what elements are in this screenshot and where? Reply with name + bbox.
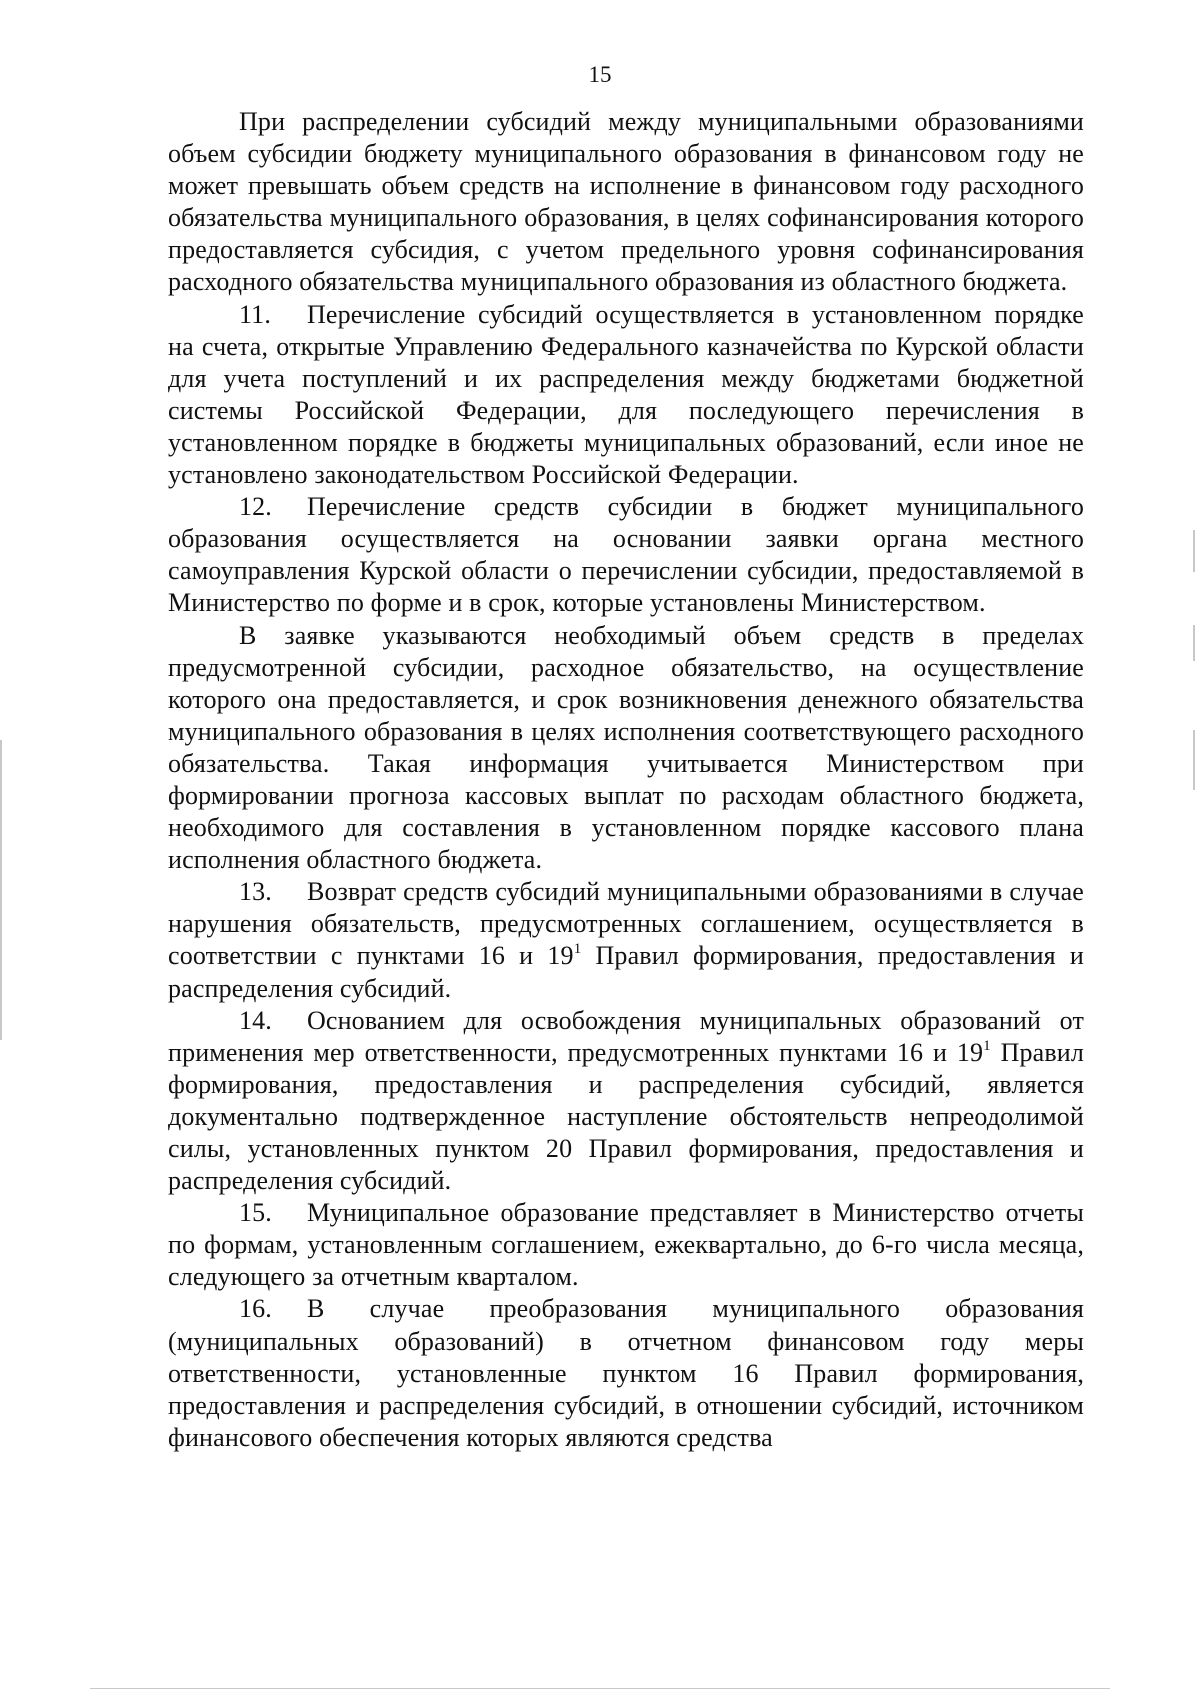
paragraph-number: 15. bbox=[239, 1198, 272, 1228]
paragraph-intro bbox=[168, 106, 1084, 299]
paragraph-text: В заявке указываются необходимый объем средств в пределах предусмотренной субсидии, расходное обязательство, на осуществление которого она предоставляется, и срок возникновения денежного обязательства муниципального образования в целях исполнения соответствующего расходного обязательства. Такая информация учитывается Министерством при формировании прогноза кассовых выплат по расходам областного бюджета, необходимого для составления в установленном порядке кассового плана исполнения областного бюджета. bbox=[168, 620, 1084, 875]
paragraph-number: 12. bbox=[239, 492, 272, 522]
scan-edge-mark-left bbox=[0, 740, 2, 1040]
paragraph-number: 13. bbox=[239, 877, 272, 907]
paragraph-12 bbox=[168, 491, 1084, 619]
scan-edge-mark-right-2 bbox=[1193, 625, 1195, 661]
superscript: 1 bbox=[573, 941, 582, 958]
paragraph-text: Основанием для освобождения муниципальных образований от применения мер ответственности, предусмотренных пунктами 16 и 19 bbox=[168, 1005, 1084, 1067]
paragraph-number: 14. bbox=[239, 1005, 272, 1035]
paragraph-14 bbox=[168, 1005, 1084, 1198]
paragraph-text: Возврат средств субсидий муниципальными образованиями в случае нарушения обязательств, предусмотренных соглашением, осуществляется в соответствии с пунктами 16 и 19 bbox=[168, 877, 1084, 971]
paragraph-text-tail: Правил формирования, предоставления и распределения субсидий, является документально подтвержденное наступление обстоятельств непреодолимой силы, установленных пунктом 20 Правил формирования, предоставления и распределения субсидий. bbox=[168, 1037, 1084, 1196]
superscript: 1 bbox=[983, 1037, 991, 1054]
paragraph-text-tail: Правил формирования, предоставления и распределения субсидий. bbox=[168, 941, 1084, 1003]
paragraph-text: Муниципальное образование представляет в Министерство отчеты по формам, установленным соглашением, ежеквартально, до 6-го числа месяца, следующего за отчетным кварталом. bbox=[168, 1198, 1084, 1292]
paragraph-16 bbox=[168, 1293, 1084, 1453]
paragraph-text: При распределении субсидий между муниципальными образованиями объем субсидии бюджету муниципального образования в финансовом году не может превышать объем средств на исполнение в финансовом году расходного обязательства муниципального образования, в целях софинансирования которого предоставляется субсидия, с учетом предельного уровня софинансирования расходного обязательства муниципального образования из областного бюджета. bbox=[168, 107, 1084, 297]
document-body bbox=[168, 106, 1084, 1454]
paragraph-15 bbox=[168, 1197, 1084, 1293]
scan-edge-mark-right-3 bbox=[1193, 730, 1195, 790]
paragraph-text: Перечисление субсидий осуществляется в установленном порядке на счета, открытые Управлению Федерального казначейства по Курской области для учета поступлений и их распределения между бюджетами бюджетной системы Российской Федерации, для последующего перечисления в установленном порядке в бюджеты муниципальных образований, если иное не установлено законодательством Российской Федерации. bbox=[168, 299, 1084, 490]
paragraph-11 bbox=[168, 299, 1084, 492]
paragraph-text: Перечисление средств субсидии в бюджет муниципального образования осуществляется на основании заявки органа местного самоуправления Курской области о перечислении субсидии, предоставляемой в Министерство по форме и в срок, которые установлены Министерством. bbox=[168, 492, 1084, 618]
scan-edge-mark-right-1 bbox=[1193, 530, 1195, 572]
page-number: 15 bbox=[588, 62, 612, 87]
paragraph-text: В случае преобразования муниципального образования (муниципальных образований) в отчетном финансовом году меры ответственности, установленные пунктом 16 Правил формирования, предоставления и распределения субсидий, в отношении субсидий, источником финансового обеспечения которых являются средства bbox=[168, 1294, 1084, 1452]
paragraph-application bbox=[168, 620, 1084, 877]
scan-edge-mark-bottom bbox=[90, 1688, 1110, 1689]
paragraph-number: 11. bbox=[239, 299, 271, 329]
paragraph-number: 16. bbox=[239, 1294, 272, 1324]
paragraph-13 bbox=[168, 876, 1084, 1004]
